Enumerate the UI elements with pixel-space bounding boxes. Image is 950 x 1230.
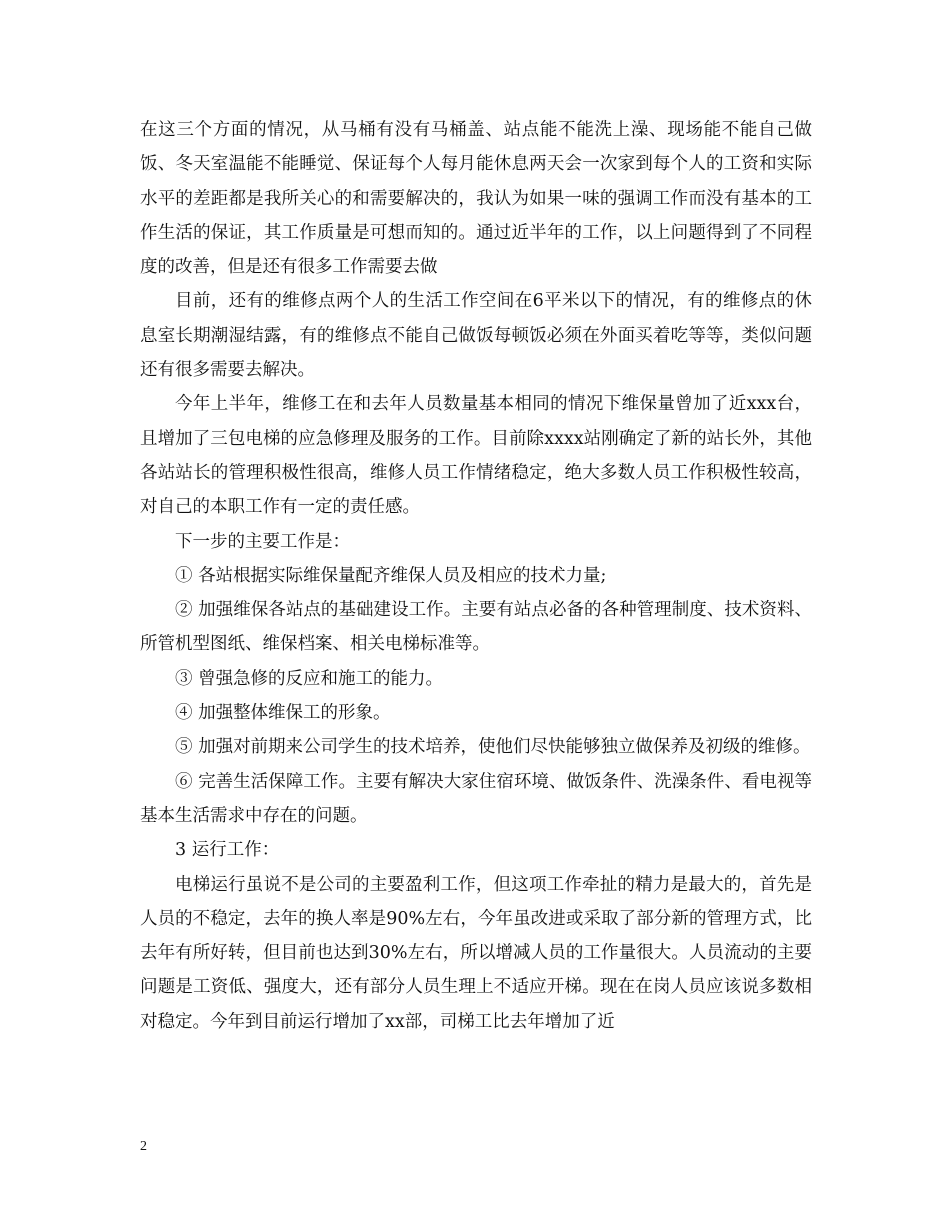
list-item-5: ⑤ 加强对前期来公司学生的技术培养，使他们尽快能够独立做保养及初级的维修。 [175, 737, 811, 758]
page-number: 2 [140, 1139, 147, 1154]
list-item-4: ④ 加强整体维保工的形象。 [175, 703, 391, 724]
paragraph-next-steps-heading: 下一步的主要工作是： [175, 531, 350, 552]
section-heading-operation: 3 运行工作： [175, 840, 280, 861]
list-item-1: ① 各站根据实际维保量配齐维保人员及相应的技术力量; [175, 565, 607, 586]
paragraph-living-conditions: 在这三个方面的情况，从马桶有没有马桶盖、站点能不能洗上澡、现场能不能自己做饭、冬天室温能不能睡觉、保证每个人每月能休息两天会一次家到每个人的工资和实际水平的差距都是我所关心的和需要解决的，我认为如果一味的强调工作而没有基本的工作生活的保证，其工作质量是可想而知的。通过近半年的工作，以上问题得到了不同程度的改善，但是还有很多工作需要去做 [140, 120, 812, 278]
paragraph-first-half-summary: 今年上半年，维修工在和去年人员数量基本相同的情况下维保量曾加了近xxx台，且增加了三包电梯的应急修理及服务的工作。目前除xxxx站刚确定了新的站长外，其他各站站长的管理积极性很高，维修人员工作情绪稳定，绝大多数人员工作积极性较高，对自己的本职工作有一定的责任感。 [140, 394, 812, 518]
document-body [140, 113, 812, 1039]
list-item-6: ⑥ 完善生活保障工作。主要有解决大家住宿环境、做饭条件、洗澡条件、看电视等基本生活需求中存在的问题。 [140, 771, 812, 826]
paragraph-current-issues: 目前，还有的维修点两个人的生活工作空间在6平米以下的情况，有的维修点的休息室长期潮湿结露，有的维修点不能自己做饭每顿饭必须在外面买着吃等等，类似问题还有很多需要去解决。 [140, 291, 812, 381]
paragraph-operation-work: 电梯运行虽说不是公司的主要盈利工作，但这项工作牵扯的精力是最大的，首先是人员的不稳定，去年的换人率是90%左右，今年虽改进或采取了部分新的管理方式，比去年有所好转，但目前也达到30%左右，所以增减人员的工作量很大。人员流动的主要问题是工资低、强度大，还有部分人员生理上不适应开梯。现在在岗人员应该说多数相对稳定。今年到目前运行增加了xx部，司梯工比去年增加了近 [140, 874, 812, 1032]
list-item-3: ③ 曾强急修的反应和施工的能力。 [175, 668, 444, 689]
list-item-2: ② 加强维保各站点的基础建设工作。主要有站点必备的各种管理制度、技术资料、所管机型图纸、维保档案、相关电梯标准等。 [140, 600, 812, 655]
